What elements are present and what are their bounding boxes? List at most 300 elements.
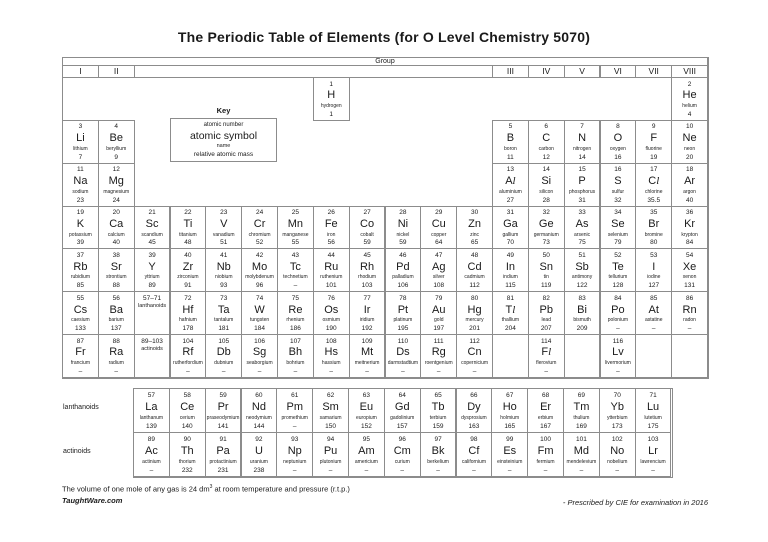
atomic-number: 100 bbox=[540, 435, 551, 443]
atomic-mass: – bbox=[400, 466, 405, 474]
atomic-mass: 238 bbox=[253, 466, 265, 474]
element-name: hydrogen bbox=[320, 103, 342, 110]
element-cell-tm bbox=[563, 388, 600, 433]
atomic-symbol: Al bbox=[505, 174, 516, 187]
atomic-symbol: Rf bbox=[182, 346, 194, 359]
element-name: phosphorus bbox=[569, 188, 596, 195]
atomic-mass: 163 bbox=[468, 422, 480, 430]
element-cell-la bbox=[133, 388, 170, 433]
element-cell-ni bbox=[385, 206, 422, 250]
element-name: rubidium bbox=[70, 274, 90, 281]
element-name: molybdenum bbox=[245, 274, 274, 281]
atomic-number: 103 bbox=[647, 435, 659, 443]
atomic-mass: 91 bbox=[184, 282, 192, 290]
atomic-mass: 32 bbox=[614, 196, 622, 204]
atomic-mass: – bbox=[651, 466, 655, 474]
atomic-mass: 40 bbox=[685, 196, 694, 204]
atomic-symbol: Rh bbox=[360, 260, 375, 273]
atomic-number: 63 bbox=[362, 391, 371, 399]
atomic-number: 75 bbox=[291, 294, 300, 302]
atomic-mass: 51 bbox=[220, 239, 228, 247]
empty-cell bbox=[671, 334, 708, 378]
gas-volume-note bbox=[62, 484, 350, 494]
atomic-number: 88 bbox=[112, 337, 120, 345]
element-cell-al bbox=[492, 163, 529, 207]
atomic-number: 4 bbox=[114, 123, 119, 131]
atomic-symbol: Pm bbox=[286, 400, 303, 413]
element-name: lithium bbox=[73, 145, 88, 152]
element-name: osmium bbox=[322, 317, 340, 324]
atomic-symbol: Te bbox=[612, 260, 624, 273]
element-name: livermorium bbox=[604, 360, 631, 367]
atomic-mass: 20 bbox=[685, 153, 694, 161]
element-cell-s bbox=[600, 163, 637, 207]
atomic-mass: 181 bbox=[218, 325, 230, 333]
element-cell-tb bbox=[420, 388, 457, 433]
element-cell-eu bbox=[348, 388, 385, 433]
atomic-symbol: Br bbox=[648, 217, 660, 230]
element-cell-at bbox=[635, 291, 672, 335]
element-cell-li bbox=[62, 120, 99, 164]
element-name: radon bbox=[683, 317, 696, 324]
element-name: palladium bbox=[392, 274, 414, 281]
atomic-number: 77 bbox=[363, 294, 371, 302]
atomic-number: 68 bbox=[541, 391, 550, 399]
group-vi-header bbox=[600, 65, 637, 78]
atomic-number: 101 bbox=[575, 435, 587, 443]
atomic-symbol: Sg bbox=[252, 346, 267, 359]
atomic-number: 95 bbox=[362, 435, 371, 443]
atomic-number: 93 bbox=[291, 435, 299, 443]
element-cell-bh bbox=[277, 334, 314, 378]
element-name: barium bbox=[108, 317, 124, 324]
atomic-symbol: U bbox=[254, 444, 263, 457]
element-cell-mg bbox=[98, 163, 135, 207]
atomic-number: 8 bbox=[616, 123, 620, 131]
element-cell-cs bbox=[62, 291, 99, 335]
element-name: chromium bbox=[248, 231, 271, 238]
atomic-number: 10 bbox=[685, 123, 694, 131]
element-cell-rn bbox=[671, 291, 708, 335]
atomic-mass: 175 bbox=[647, 422, 659, 430]
element-name: nickel bbox=[396, 231, 410, 238]
atomic-number: 84 bbox=[614, 294, 622, 302]
atomic-mass: 197 bbox=[433, 325, 445, 333]
element-cell-w bbox=[241, 291, 278, 335]
element-cell-pa bbox=[205, 432, 242, 477]
atomic-symbol: No bbox=[610, 444, 625, 457]
atomic-mass: – bbox=[328, 466, 333, 474]
element-cell-db bbox=[205, 334, 242, 378]
gas-volume-sup: 3 bbox=[209, 484, 213, 490]
atomic-symbol: V bbox=[220, 217, 228, 230]
atomic-mass: 65 bbox=[470, 239, 479, 247]
element-cell-hg bbox=[456, 291, 493, 335]
atomic-mass: – bbox=[293, 282, 298, 290]
element-name: lanthanum bbox=[139, 414, 164, 421]
group-header-numeral: II bbox=[113, 66, 119, 77]
element-name: polonium bbox=[607, 317, 629, 324]
atomic-number: 71 bbox=[649, 391, 657, 399]
element-cell-u bbox=[241, 432, 278, 477]
element-name: tungsten bbox=[249, 317, 270, 324]
atomic-mass: 16 bbox=[614, 153, 622, 161]
atomic-mass: 35.5 bbox=[647, 196, 661, 204]
atomic-mass: 55 bbox=[291, 239, 300, 247]
atomic-number: 76 bbox=[327, 294, 335, 302]
atomic-number: 109 bbox=[361, 337, 373, 345]
empty-cell bbox=[564, 334, 601, 378]
atomic-symbol: Mt bbox=[360, 346, 374, 359]
element-cell-ar bbox=[671, 163, 708, 207]
prescribed-note: - Prescribed by CIE for examination in 2016 bbox=[562, 498, 708, 507]
group-i-header bbox=[62, 65, 99, 78]
atomic-number: 16 bbox=[614, 166, 622, 174]
element-cell-rb bbox=[62, 248, 99, 292]
element-name: platinum bbox=[393, 317, 413, 324]
atomic-mass: – bbox=[507, 466, 512, 474]
atomic-mass: – bbox=[436, 466, 440, 474]
element-cell-pt bbox=[385, 291, 422, 335]
atomic-number: 74 bbox=[255, 294, 264, 302]
group-ii-header bbox=[98, 65, 135, 78]
atomic-number: 105 bbox=[218, 337, 230, 345]
element-cell-n bbox=[564, 120, 601, 164]
element-name: krypton bbox=[681, 231, 698, 238]
atomic-number: 90 bbox=[183, 435, 191, 443]
atomic-mass: 184 bbox=[254, 325, 265, 333]
atomic-symbol: Tc bbox=[289, 260, 301, 273]
atomic-mass: 122 bbox=[576, 282, 588, 290]
atomic-mass: 128 bbox=[612, 282, 624, 290]
element-name: rhenium bbox=[286, 317, 305, 324]
page-title: The Periodic Table of Elements (for O Level Chemistry 5070) bbox=[177, 29, 591, 45]
atomic-number: 2 bbox=[687, 80, 692, 88]
atomic-symbol: Ar bbox=[684, 174, 696, 187]
atomic-symbol: Fe bbox=[324, 217, 338, 230]
element-name: rhodium bbox=[358, 274, 377, 281]
atomic-symbol: F bbox=[650, 132, 658, 145]
element-name: niobium bbox=[214, 274, 233, 281]
taughtware-brand: TaughtWare.com bbox=[62, 496, 123, 505]
atomic-number: 5 bbox=[508, 123, 513, 131]
element-cell-y bbox=[134, 248, 171, 292]
element-name: technetium bbox=[283, 274, 308, 281]
element-cell-rh bbox=[349, 248, 386, 292]
atomic-mass: – bbox=[186, 367, 190, 375]
group-header-numeral: VIII bbox=[683, 66, 696, 77]
atomic-symbol: H bbox=[327, 89, 336, 102]
element-name: astatine bbox=[644, 317, 663, 324]
element-cell-sn bbox=[528, 248, 565, 292]
element-cell-ir bbox=[349, 291, 386, 335]
atomic-mass: 19 bbox=[650, 153, 658, 161]
element-name: mendelevium bbox=[566, 458, 597, 465]
atomic-number: 73 bbox=[220, 294, 228, 302]
element-name: hafnium bbox=[179, 317, 197, 324]
element-cell-c bbox=[528, 120, 565, 164]
atomic-number: 1 bbox=[329, 80, 334, 88]
atomic-mass: – bbox=[472, 367, 477, 375]
element-name: scandium bbox=[141, 231, 163, 238]
atomic-number: 50 bbox=[542, 251, 550, 259]
element-name: dubnium bbox=[214, 360, 234, 367]
atomic-symbol: B bbox=[506, 132, 515, 145]
atomic-symbol: Ge bbox=[538, 217, 554, 230]
element-cell-yb bbox=[599, 388, 636, 433]
element-cell-lr bbox=[635, 432, 672, 477]
element-cell-lv bbox=[600, 334, 637, 378]
element-name: protactinium bbox=[209, 458, 237, 465]
atomic-mass: 141 bbox=[217, 422, 229, 430]
atomic-mass: 167 bbox=[540, 422, 551, 430]
element-name: silicon bbox=[539, 188, 554, 195]
atomic-mass: 207 bbox=[540, 325, 552, 333]
italic-l: l bbox=[548, 346, 552, 359]
element-cell-xe bbox=[671, 248, 708, 292]
atomic-symbol: Cd bbox=[467, 260, 482, 273]
element-cell-zr bbox=[170, 248, 207, 292]
element-name: cadmium bbox=[464, 274, 485, 281]
element-name: selenium bbox=[607, 231, 628, 238]
empty-cell bbox=[492, 334, 529, 378]
italic-l: l bbox=[512, 174, 516, 187]
element-name: hassium bbox=[321, 360, 341, 367]
element-cell-ne bbox=[671, 120, 708, 164]
atomic-symbol: O bbox=[613, 132, 623, 145]
atomic-symbol: Na bbox=[73, 174, 88, 187]
element-name: iron bbox=[327, 231, 336, 238]
atomic-symbol: Sn bbox=[539, 260, 553, 273]
atomic-number: 87 bbox=[76, 337, 85, 345]
atomic-mass: – bbox=[616, 325, 620, 333]
atomic-number: 43 bbox=[291, 251, 300, 259]
atomic-number: 110 bbox=[397, 337, 409, 345]
element-cell-i bbox=[635, 248, 672, 292]
atomic-number: 116 bbox=[612, 337, 624, 345]
atomic-symbol: Gd bbox=[394, 400, 410, 413]
atomic-symbol: Xe bbox=[682, 260, 697, 273]
key-label: Key bbox=[216, 106, 231, 115]
element-cell-th bbox=[169, 432, 206, 477]
atomic-number: 86 bbox=[685, 294, 694, 302]
atomic-symbol: Ho bbox=[502, 400, 517, 413]
atomic-symbol: Bk bbox=[431, 444, 445, 457]
element-name: gold bbox=[434, 317, 444, 324]
element-cell-be bbox=[98, 120, 135, 164]
element-cell-b bbox=[492, 120, 529, 164]
element-cell-sb bbox=[564, 248, 601, 292]
atomic-mass: – bbox=[221, 367, 226, 375]
element-name: bromine bbox=[644, 231, 663, 238]
atomic-symbol: Er bbox=[540, 400, 552, 413]
element-name: lead bbox=[541, 317, 551, 324]
atomic-mass: 173 bbox=[611, 422, 623, 430]
atomic-symbol: Cl bbox=[648, 174, 660, 187]
atomic-symbol: Lv bbox=[612, 346, 624, 359]
element-cell-ba bbox=[98, 291, 135, 335]
atomic-number: 107 bbox=[289, 337, 301, 345]
atomic-symbol: Ba bbox=[109, 303, 123, 316]
element-name: strontium bbox=[105, 274, 127, 281]
atomic-number: 45 bbox=[363, 251, 371, 259]
atomic-symbol: In bbox=[505, 260, 515, 273]
atomic-number: 17 bbox=[650, 166, 658, 174]
group-iv-header bbox=[528, 65, 565, 78]
atomic-mass: – bbox=[292, 466, 297, 474]
range-numbers: 89–103 bbox=[141, 338, 163, 346]
atomic-symbol: Ga bbox=[503, 217, 518, 230]
atomic-number: 54 bbox=[685, 251, 694, 259]
atomic-number: 106 bbox=[254, 337, 265, 345]
atomic-mass: – bbox=[615, 466, 620, 474]
atomic-symbol: Es bbox=[503, 444, 517, 457]
atomic-symbol: Hg bbox=[467, 303, 482, 316]
group-header-numeral: VII bbox=[648, 66, 659, 77]
atomic-mass: 12 bbox=[542, 153, 550, 161]
group-header-numeral: III bbox=[506, 66, 514, 77]
atomic-mass: 108 bbox=[433, 282, 445, 290]
element-cell-pd bbox=[385, 248, 422, 292]
element-name: xenon bbox=[682, 274, 697, 281]
atomic-mass: 9 bbox=[114, 153, 119, 161]
atomic-mass: 139 bbox=[145, 422, 157, 430]
periodic-table bbox=[62, 57, 709, 379]
atomic-number: 28 bbox=[399, 209, 407, 217]
atomic-number: 60 bbox=[255, 391, 263, 399]
atomic-number: 49 bbox=[506, 251, 515, 259]
element-name: zinc bbox=[470, 231, 480, 238]
key-atomic-number: atomic number bbox=[203, 122, 244, 128]
atomic-mass: 64 bbox=[435, 239, 443, 247]
atomic-symbol: Hf bbox=[182, 303, 194, 316]
element-name: francium bbox=[70, 360, 90, 367]
atomic-symbol: Ni bbox=[397, 217, 409, 230]
atomic-mass: – bbox=[472, 466, 476, 474]
element-name: neodymium bbox=[245, 414, 272, 421]
atomic-symbol: Mn bbox=[287, 217, 304, 230]
element-name: mercury bbox=[465, 317, 484, 324]
element-name: titanium bbox=[179, 231, 197, 238]
element-cell-cn bbox=[456, 334, 493, 378]
atomic-symbol: Zr bbox=[182, 260, 194, 273]
atomic-mass: 48 bbox=[184, 239, 192, 247]
element-name: flerovium bbox=[536, 360, 557, 367]
atomic-number: 20 bbox=[112, 209, 120, 217]
atomic-mass: 89 bbox=[148, 282, 156, 290]
atomic-symbol: Os bbox=[324, 303, 339, 316]
lanthanoids-label: lanthanoids bbox=[63, 404, 99, 411]
element-cell-mt bbox=[349, 334, 386, 378]
atomic-number: 25 bbox=[291, 209, 300, 217]
element-cell-ti bbox=[170, 206, 207, 250]
atomic-mass: 169 bbox=[575, 422, 587, 430]
atomic-mass: 27 bbox=[506, 196, 515, 204]
atomic-number: 64 bbox=[398, 391, 406, 399]
element-cell-co bbox=[349, 206, 386, 250]
atomic-symbol: Sb bbox=[575, 260, 589, 273]
element-cell-os bbox=[313, 291, 350, 335]
element-name: radium bbox=[108, 360, 124, 367]
element-cell-o bbox=[600, 120, 637, 164]
atomic-mass: 45 bbox=[148, 239, 156, 247]
atomic-symbol: Se bbox=[611, 217, 625, 230]
atomic-symbol: Ds bbox=[396, 346, 410, 359]
atomic-number: 82 bbox=[542, 294, 550, 302]
atomic-mass: 204 bbox=[504, 325, 516, 333]
atomic-number: 89 bbox=[147, 435, 156, 443]
key-atomic-symbol: atomic symbol bbox=[189, 129, 258, 142]
atomic-mass: 80 bbox=[650, 239, 658, 247]
atomic-mass: 119 bbox=[541, 282, 552, 290]
element-cell-kr bbox=[671, 206, 708, 250]
element-name: terbium bbox=[429, 414, 447, 421]
element-cell-es bbox=[491, 432, 528, 477]
atomic-symbol: Cs bbox=[73, 303, 88, 316]
element-name: bohrium bbox=[286, 360, 305, 367]
element-name: actinium bbox=[142, 458, 161, 465]
atomic-mass: 70 bbox=[506, 239, 515, 247]
atomic-number: 59 bbox=[219, 391, 227, 399]
element-cell-cu bbox=[420, 206, 457, 250]
atomic-number: 112 bbox=[469, 337, 480, 345]
atomic-symbol: La bbox=[145, 400, 158, 413]
element-name: copernicium bbox=[461, 360, 489, 367]
element-cell-fm bbox=[527, 432, 564, 477]
atomic-symbol: Tb bbox=[431, 400, 445, 413]
element-name: indium bbox=[503, 274, 518, 281]
atomic-mass: – bbox=[364, 466, 369, 474]
atomic-mass: 4 bbox=[687, 110, 692, 118]
element-cell-bi bbox=[564, 291, 601, 335]
atomic-number: 21 bbox=[148, 209, 156, 217]
element-name: tin bbox=[543, 274, 549, 281]
element-cell-sm bbox=[312, 388, 349, 433]
element-name: bismuth bbox=[573, 317, 591, 324]
atomic-number: 46 bbox=[399, 251, 407, 259]
atomic-number: 99 bbox=[506, 435, 514, 443]
atomic-symbol: Pd bbox=[396, 260, 410, 273]
element-cell-rg bbox=[420, 334, 457, 378]
element-cell-cr bbox=[241, 206, 278, 250]
atomic-mass: 190 bbox=[325, 325, 337, 333]
atomic-symbol: Cr bbox=[253, 217, 266, 230]
atomic-number: 58 bbox=[183, 391, 191, 399]
atomic-number: 78 bbox=[399, 294, 407, 302]
atomic-number: 42 bbox=[255, 251, 264, 259]
atomic-symbol: Ca bbox=[109, 217, 124, 230]
atomic-number: 11 bbox=[77, 166, 84, 174]
atomic-number: 30 bbox=[470, 209, 479, 217]
atomic-number: 29 bbox=[435, 209, 443, 217]
element-name: rutherfordium bbox=[173, 360, 203, 367]
atomic-number: 12 bbox=[112, 166, 120, 174]
element-cell-pm bbox=[276, 388, 313, 433]
atomic-symbol: Am bbox=[358, 444, 375, 457]
range-label: lanthanoids bbox=[138, 303, 167, 310]
element-name: dysprosium bbox=[461, 414, 487, 421]
atomic-symbol: Tm bbox=[573, 400, 590, 413]
atomic-mass: 133 bbox=[74, 325, 86, 333]
atomic-symbol: As bbox=[575, 217, 589, 230]
atomic-number: 85 bbox=[650, 294, 658, 302]
atomic-symbol: Au bbox=[432, 303, 446, 316]
atomic-number: 57 bbox=[147, 391, 156, 399]
atomic-mass: – bbox=[292, 422, 297, 430]
element-cell-te bbox=[600, 248, 637, 292]
element-cell-ca bbox=[98, 206, 135, 250]
atomic-number: 32 bbox=[542, 209, 550, 217]
